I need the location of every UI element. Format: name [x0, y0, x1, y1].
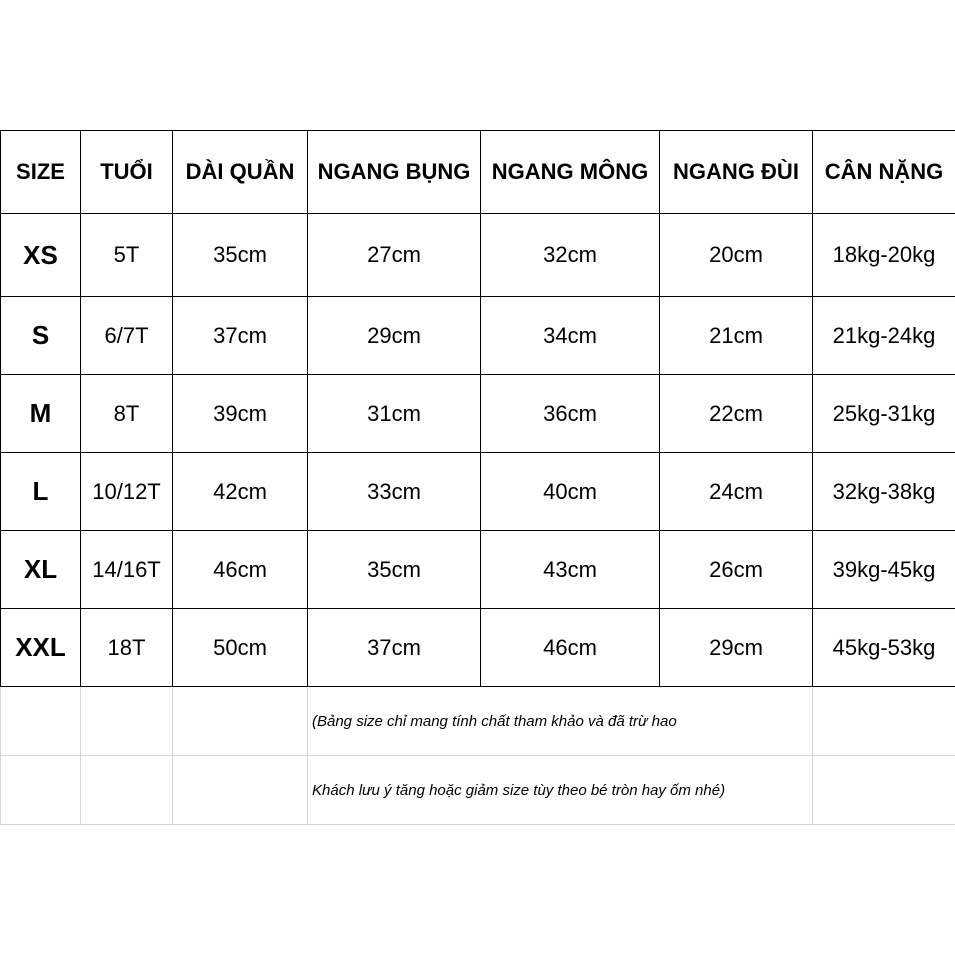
cell-size: L	[1, 453, 81, 531]
header-pant-length: DÀI QUẦN	[173, 131, 308, 214]
cell-weight: 21kg-24kg	[813, 297, 955, 375]
cell-waist: 29cm	[308, 297, 481, 375]
cell-waist: 37cm	[308, 609, 481, 687]
cell-pant-length: 50cm	[173, 609, 308, 687]
header-thigh: NGANG ĐÙI	[660, 131, 813, 214]
empty-cell	[173, 756, 308, 825]
cell-pant-length: 35cm	[173, 214, 308, 297]
cell-age: 8T	[81, 375, 173, 453]
header-size: SIZE	[1, 131, 81, 214]
cell-thigh: 29cm	[660, 609, 813, 687]
cell-age: 18T	[81, 609, 173, 687]
cell-weight: 39kg-45kg	[813, 531, 955, 609]
header-hip: NGANG MÔNG	[481, 131, 660, 214]
cell-age: 14/16T	[81, 531, 173, 609]
table-row	[1, 531, 955, 609]
cell-waist: 33cm	[308, 453, 481, 531]
note-row	[1, 756, 955, 825]
cell-waist: 35cm	[308, 531, 481, 609]
cell-hip: 36cm	[481, 375, 660, 453]
table-row	[1, 297, 955, 375]
table-row	[1, 214, 955, 297]
header-age: TUỔI	[81, 131, 173, 214]
cell-thigh: 21cm	[660, 297, 813, 375]
cell-hip: 34cm	[481, 297, 660, 375]
cell-pant-length: 39cm	[173, 375, 308, 453]
cell-size: S	[1, 297, 81, 375]
cell-thigh: 24cm	[660, 453, 813, 531]
cell-pant-length: 42cm	[173, 453, 308, 531]
cell-thigh: 20cm	[660, 214, 813, 297]
cell-age: 6/7T	[81, 297, 173, 375]
table-row	[1, 453, 955, 531]
cell-weight: 32kg-38kg	[813, 453, 955, 531]
cell-hip: 40cm	[481, 453, 660, 531]
cell-weight: 45kg-53kg	[813, 609, 955, 687]
cell-hip: 32cm	[481, 214, 660, 297]
cell-size: M	[1, 375, 81, 453]
cell-weight: 18kg-20kg	[813, 214, 955, 297]
size-table	[0, 130, 955, 825]
header-row	[1, 131, 955, 214]
cell-pant-length: 46cm	[173, 531, 308, 609]
empty-cell	[813, 756, 955, 825]
empty-cell	[173, 687, 308, 756]
note-row	[1, 687, 955, 756]
cell-pant-length: 37cm	[173, 297, 308, 375]
cell-waist: 31cm	[308, 375, 481, 453]
table-row	[1, 375, 955, 453]
cell-thigh: 26cm	[660, 531, 813, 609]
cell-waist: 27cm	[308, 214, 481, 297]
cell-hip: 43cm	[481, 531, 660, 609]
header-weight: CÂN NẶNG	[813, 131, 955, 214]
empty-cell	[1, 687, 81, 756]
cell-size: XL	[1, 531, 81, 609]
cell-size: XXL	[1, 609, 81, 687]
cell-size: XS	[1, 214, 81, 297]
cell-hip: 46cm	[481, 609, 660, 687]
cell-age: 5T	[81, 214, 173, 297]
empty-cell	[1, 756, 81, 825]
empty-cell	[813, 687, 955, 756]
note-reference: (Bảng size chỉ mang tính chất tham khảo và đã trừ hao	[308, 687, 813, 756]
empty-cell	[81, 756, 173, 825]
table-row	[1, 609, 955, 687]
empty-cell	[81, 687, 173, 756]
cell-thigh: 22cm	[660, 375, 813, 453]
note-advice: Khách lưu ý tăng hoặc giảm size tùy theo bé tròn hay ốm nhé)	[308, 756, 813, 825]
header-waist: NGANG BỤNG	[308, 131, 481, 214]
size-chart	[0, 130, 955, 825]
cell-weight: 25kg-31kg	[813, 375, 955, 453]
cell-age: 10/12T	[81, 453, 173, 531]
